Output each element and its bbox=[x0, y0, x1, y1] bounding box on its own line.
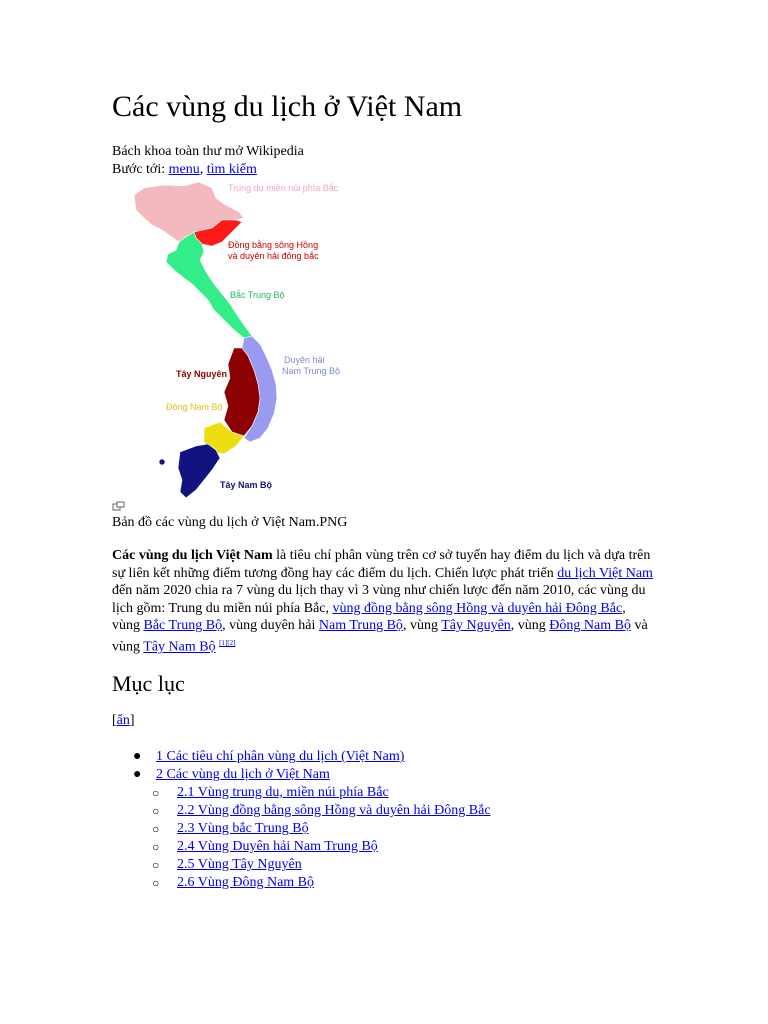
circle-bullet-icon: ○ bbox=[152, 786, 160, 800]
toc-subitem bbox=[132, 784, 491, 802]
intro-text: , vùng bbox=[112, 600, 626, 634]
map-label-southeast: Đông Nam Bộ bbox=[166, 402, 223, 412]
search-link[interactable]: tìm kiếm bbox=[206, 162, 257, 177]
intro-text: đến năm 2020 chia ra 7 vùng du lịch thay vì 3 vùng như chiến lược đến năm 2010, các vùng du lịch gồm: Trung du miền núi phía Bắc, bbox=[112, 583, 646, 616]
enlarge-icon[interactable] bbox=[112, 501, 126, 511]
link-du-lich-viet-nam[interactable]: du lịch Việt Nam bbox=[557, 565, 653, 581]
circle-bullet-icon: ○ bbox=[152, 822, 160, 836]
toc-subitem bbox=[132, 820, 491, 838]
link-dong-bang-song-hong[interactable]: vùng đồng bằng sông Hồng và duyên hải Đông Bắc bbox=[332, 600, 623, 616]
toc-link[interactable]: 2.3 Vùng bắc Trung Bộ bbox=[177, 821, 309, 836]
map-caption: Bản đồ các vùng du lịch ở Việt Nam.PNG bbox=[112, 515, 348, 530]
toc-sublist bbox=[152, 784, 491, 892]
bullet-icon: ● bbox=[133, 749, 142, 764]
intro-text: , vùng bbox=[402, 618, 442, 634]
toc-subitem bbox=[132, 856, 491, 874]
link-tay-nam-bo[interactable]: Tây Nam Bộ bbox=[143, 639, 216, 655]
jump-to-separator: , bbox=[199, 162, 207, 177]
intro-text: , vùng duyên hải bbox=[222, 618, 319, 634]
toc-link[interactable]: 1 Các tiêu chí phân vùng du lịch (Việt Nam) bbox=[156, 749, 405, 764]
map-label-highlands: Tây Nguyên bbox=[176, 369, 228, 379]
toc-toggle bbox=[112, 713, 135, 729]
circle-bullet-icon: ○ bbox=[152, 804, 160, 818]
circle-bullet-icon: ○ bbox=[152, 876, 160, 890]
article-header bbox=[112, 143, 304, 179]
map-label-north-central: Bắc Trung Bộ bbox=[230, 290, 285, 300]
intro-text: là tiêu chí phân vùng trên cơ sở tuyến hay điểm du lịch và dựa trên sự liên kết những điểm tương đồng hay các điểm du lịch. Chiến lược phát triển bbox=[112, 548, 651, 581]
link-dong-nam-bo[interactable]: Đông Nam Bộ bbox=[549, 618, 631, 634]
toc-heading: Mục lục bbox=[112, 671, 185, 696]
map-label-south-coast: Duyên hải bbox=[284, 355, 325, 365]
circle-bullet-icon: ○ bbox=[152, 840, 160, 854]
vietnam-tourism-map[interactable] bbox=[124, 180, 364, 505]
phu-quoc-island bbox=[159, 459, 165, 465]
map-label-south-coast-2: Nam Trung Bộ bbox=[282, 366, 341, 376]
toc-subitem bbox=[132, 838, 491, 856]
toc-link[interactable]: 2.1 Vùng trung du, miền núi phía Bắc bbox=[177, 785, 389, 800]
circle-bullet-icon: ○ bbox=[152, 858, 160, 872]
toc-subitem bbox=[132, 802, 491, 820]
menu-link[interactable]: menu bbox=[168, 162, 200, 177]
link-tay-nguyen[interactable]: Tây Nguyên bbox=[441, 618, 511, 634]
site-subtitle: Bách khoa toàn thư mở Wikipedia bbox=[112, 144, 304, 159]
toc-item bbox=[132, 766, 491, 892]
reference-link[interactable]: [1][2] bbox=[219, 638, 236, 647]
jump-to-prefix: Bước tới: bbox=[112, 162, 169, 177]
map-label-southwest: Tây Nam Bộ bbox=[220, 480, 273, 490]
toc-subitem bbox=[132, 874, 491, 892]
intro-text: , vùng bbox=[510, 618, 550, 634]
map-label-north-mountain: Trung du miền núi phía Bắc bbox=[228, 183, 339, 193]
toc-hide-link[interactable]: ẩn bbox=[116, 713, 130, 728]
bullet-icon: ● bbox=[133, 767, 142, 782]
region-southwest bbox=[178, 444, 220, 498]
link-bac-trung-bo[interactable]: Bắc Trung Bộ bbox=[143, 618, 223, 634]
jump-to-nav bbox=[112, 161, 304, 179]
toc-link[interactable]: 2 Các vùng du lịch ở Việt Nam bbox=[156, 767, 330, 782]
link-nam-trung-bo[interactable]: Nam Trung Bộ bbox=[318, 618, 403, 634]
toc-link[interactable]: 2.6 Vùng Đông Nam Bộ bbox=[177, 875, 315, 890]
toc-link[interactable]: 2.5 Vùng Tây Nguyên bbox=[177, 857, 302, 872]
toc-link[interactable]: 2.2 Vùng đồng bằng sông Hồng và duyên hải Đông Bắc bbox=[177, 803, 491, 818]
toc-item bbox=[132, 748, 491, 766]
intro-bold-term: Các vùng du lịch Việt Nam bbox=[112, 548, 273, 563]
page-title: Các vùng du lịch ở Việt Nam bbox=[112, 90, 463, 123]
toc-toggle-bracket: [ bbox=[112, 713, 117, 728]
toc-list bbox=[132, 748, 491, 892]
intro-text: và vùng bbox=[112, 618, 648, 655]
map-label-red-river-2: và duyên hải đông bắc bbox=[228, 251, 319, 261]
intro-paragraph bbox=[112, 547, 657, 656]
map-label-red-river: Đồng bằng sông Hồng bbox=[228, 240, 319, 250]
toc-toggle-bracket: ] bbox=[129, 713, 135, 728]
toc-link[interactable]: 2.4 Vùng Duyên hải Nam Trung Bộ bbox=[177, 839, 378, 854]
